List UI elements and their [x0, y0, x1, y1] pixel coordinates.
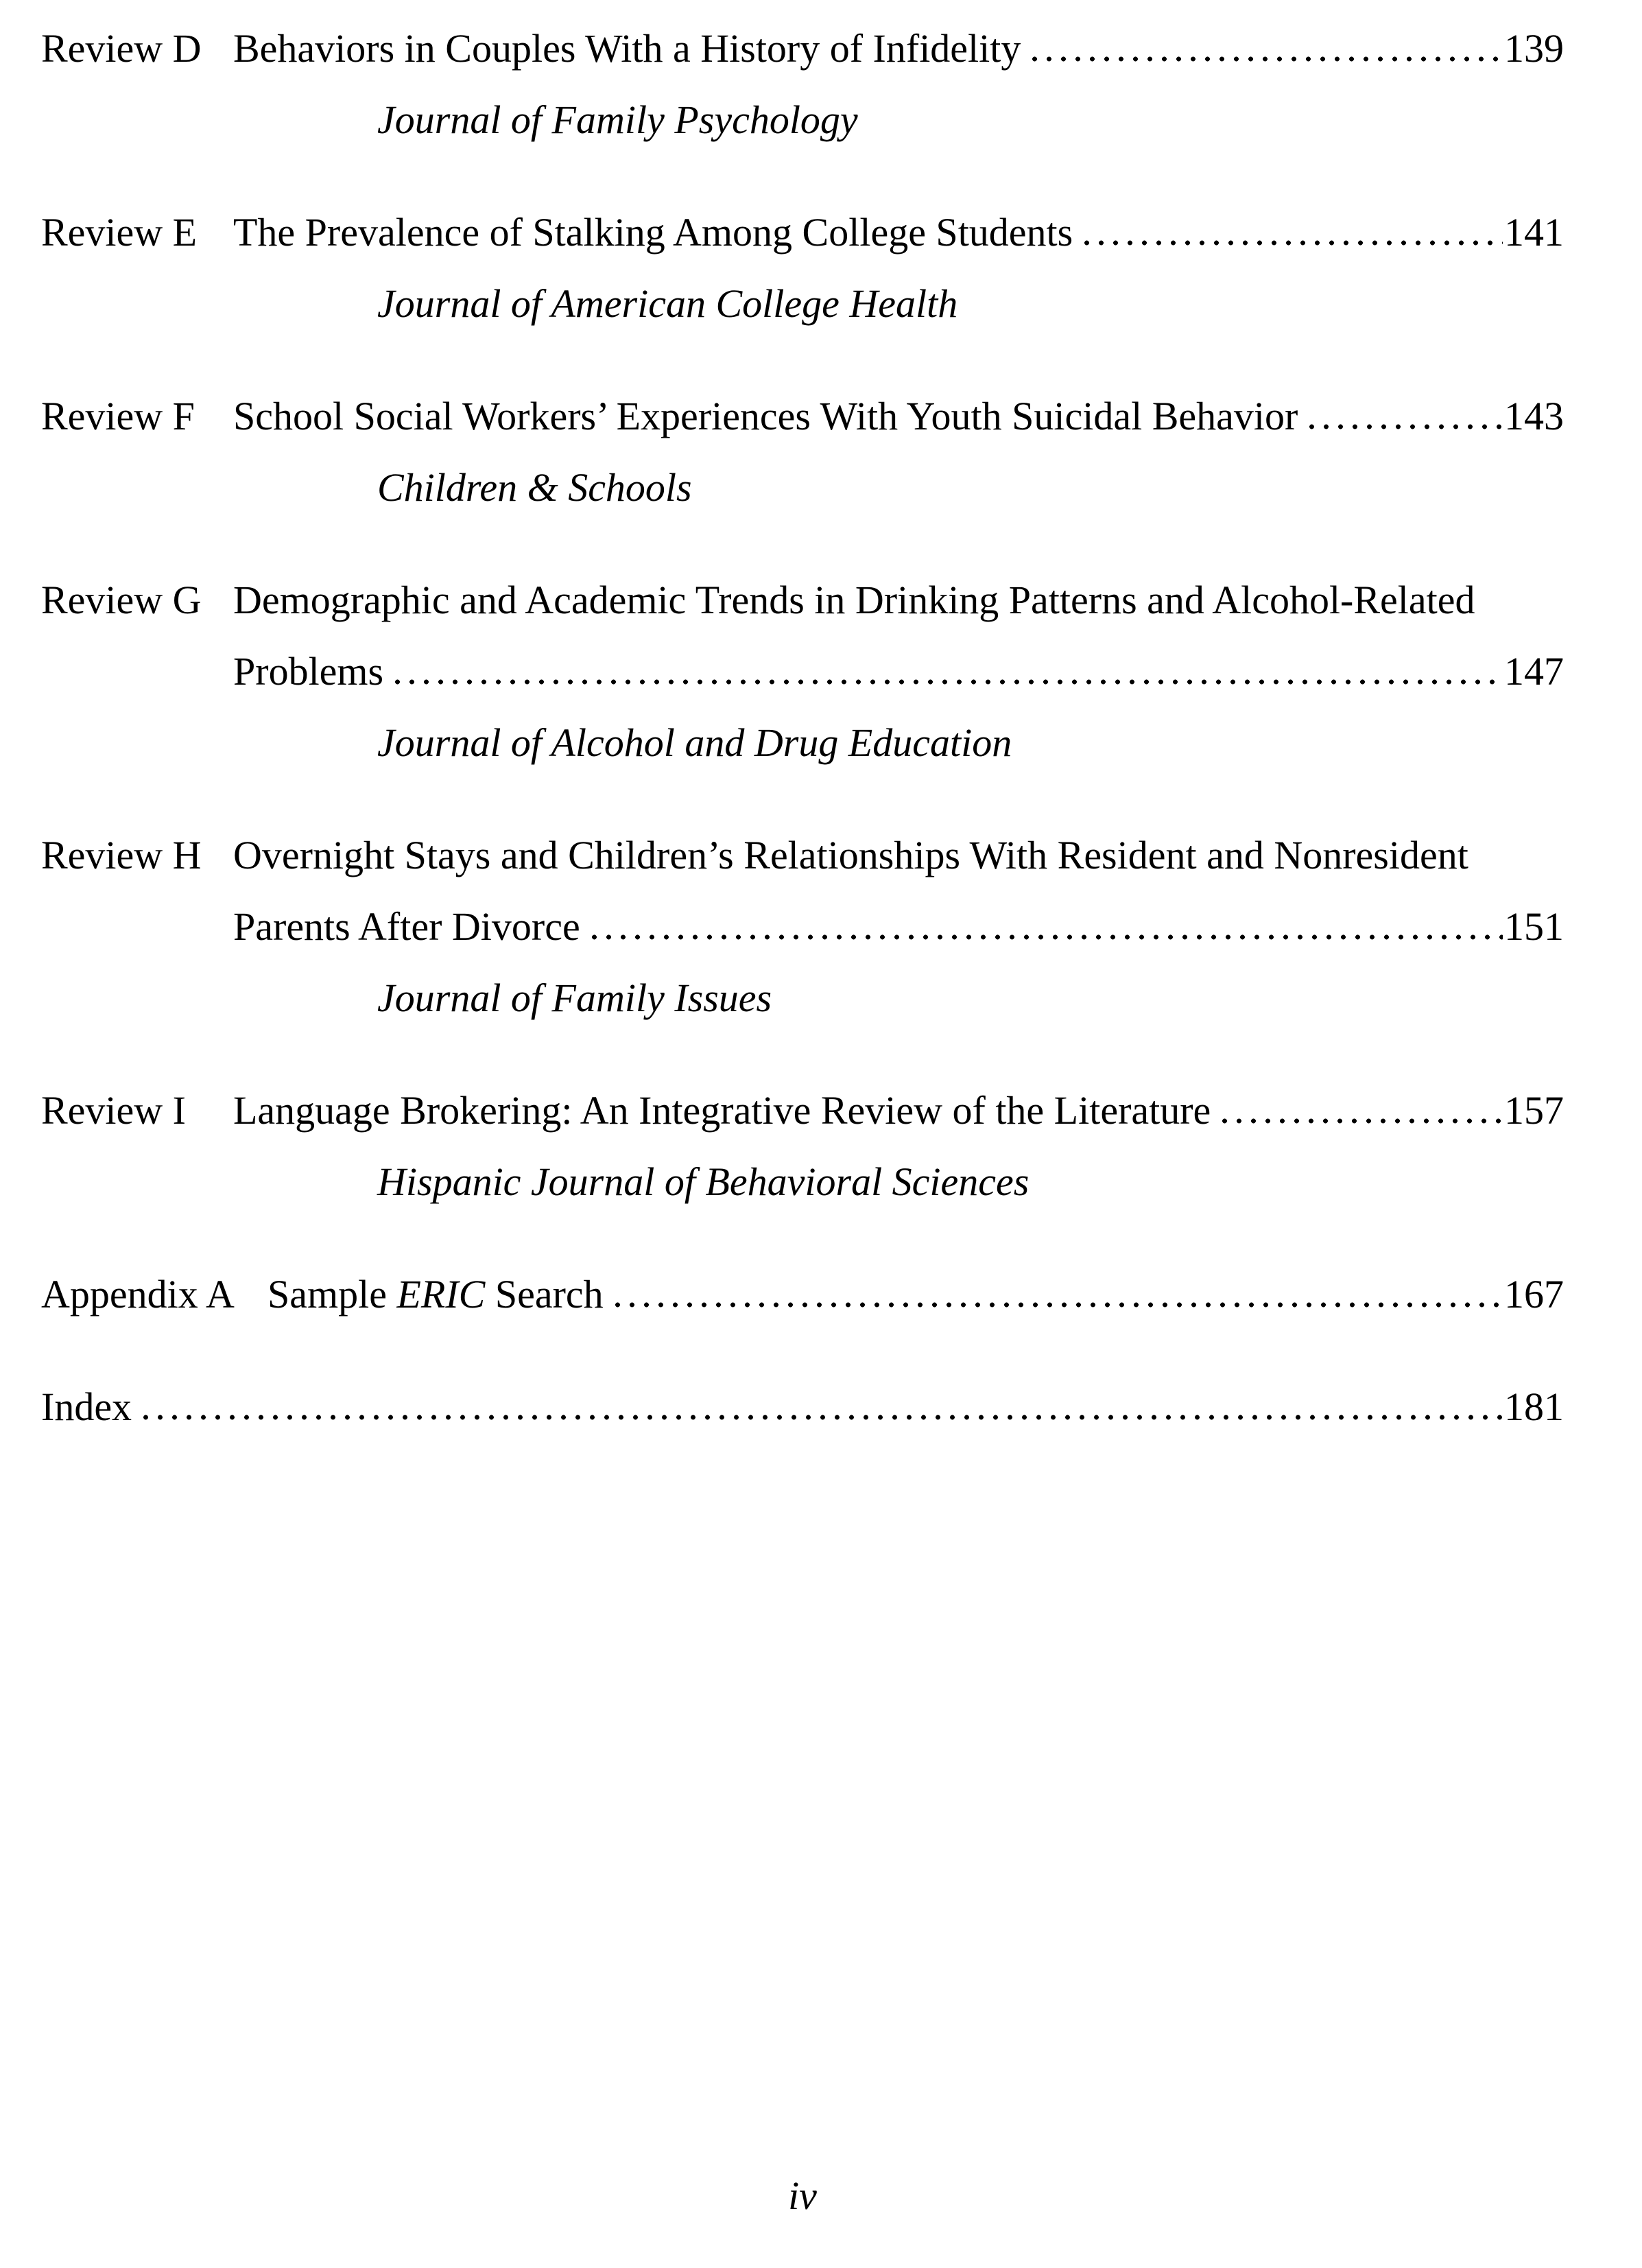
dot-leader	[610, 1259, 1503, 1330]
toc-entry-title: Language Brokering: An Integrative Review of the Literature	[233, 1088, 1211, 1133]
toc-page-number: 143	[1504, 394, 1564, 438]
dot-leader	[587, 891, 1503, 962]
toc-entry-label: Review F	[41, 394, 195, 438]
toc-page-number: 151	[1504, 904, 1564, 949]
toc-entry-label: Appendix A	[41, 1272, 235, 1316]
toc-page-number: 157	[1504, 1088, 1564, 1133]
journal-name: Journal of Family Issues	[377, 976, 772, 1020]
journal-name: Journal of Family Psychology	[377, 97, 858, 142]
toc-page-number: 141	[1504, 210, 1564, 255]
toc-title-line	[233, 636, 1564, 707]
toc-entry	[41, 197, 1564, 340]
toc-page-number: 139	[1504, 26, 1564, 71]
journal-name: Journal of Alcohol and Drug Education	[377, 720, 1012, 765]
toc-entry-title-block	[267, 1259, 1564, 1330]
toc-entry-row	[41, 381, 1564, 452]
toc-entry-label: Review G	[41, 578, 202, 622]
toc-entry	[41, 1371, 1564, 1443]
dot-leader	[1217, 1075, 1503, 1146]
dot-leader	[390, 636, 1503, 707]
toc-entry-label: Review H	[41, 833, 202, 877]
toc-entry-title: School Social Workers’ Experiences With Youth Suicidal Behavior	[233, 394, 1298, 438]
dot-leader	[1027, 13, 1503, 84]
toc-entry-title-block	[233, 197, 1564, 268]
toc-entry-title-block	[233, 13, 1564, 84]
title-segment-italic: ERIC	[396, 1272, 486, 1316]
toc-entry-row	[41, 1259, 1564, 1330]
title-segment: Search	[485, 1272, 604, 1316]
toc-entry-title: Behaviors in Couples With a History of Infidelity	[233, 26, 1021, 71]
toc-entry-title-block	[233, 565, 1564, 707]
toc-title-line	[267, 1259, 1564, 1330]
journal-name: Journal of American College Health	[377, 281, 958, 326]
toc-entry-row	[41, 1075, 1564, 1146]
toc-entry-title-block	[233, 1075, 1564, 1146]
toc-entry-row	[41, 820, 1564, 962]
toc-entry-title-block	[233, 820, 1564, 962]
page-footer-number: iv	[788, 2173, 817, 2218]
toc-entry-label: Review E	[41, 210, 198, 255]
toc-entry-label: Index	[41, 1384, 132, 1429]
toc-entry-row	[41, 1371, 1564, 1443]
dot-leader	[1080, 197, 1503, 268]
dot-leader	[139, 1371, 1503, 1443]
toc-entry-row	[41, 565, 1564, 707]
title-segment: Sample	[267, 1272, 397, 1316]
journal-name: Hispanic Journal of Behavioral Sciences	[377, 1159, 1030, 1204]
toc-entry-title-block	[233, 381, 1564, 452]
toc-entry	[41, 1259, 1564, 1330]
toc-entry	[41, 565, 1564, 779]
toc-entry-title: Problems	[233, 649, 384, 694]
toc-entry-title: Parents After Divorce	[233, 904, 580, 949]
toc-title-line	[233, 197, 1564, 268]
toc-entry-row	[41, 13, 1564, 84]
toc-entry-title: The Prevalence of Stalking Among College Students	[233, 210, 1073, 255]
toc-title-line	[233, 1075, 1564, 1146]
toc-entry	[41, 1075, 1564, 1218]
toc-page-number: 147	[1504, 649, 1564, 694]
toc-title-line	[233, 13, 1564, 84]
toc-entry-label: Review I	[41, 1088, 186, 1133]
toc-entry-row	[41, 197, 1564, 268]
toc-entry	[41, 820, 1564, 1034]
toc-title-line: Overnight Stays and Children’s Relationships With Resident and Nonresident	[233, 833, 1468, 877]
toc-title-line	[233, 381, 1564, 452]
toc-entry	[41, 13, 1564, 156]
toc-page-number: 167	[1504, 1272, 1564, 1316]
journal-name: Children & Schools	[377, 465, 692, 510]
toc-entry	[41, 381, 1564, 523]
toc-title-line: Demographic and Academic Trends in Drinking Patterns and Alcohol-Related	[233, 578, 1475, 622]
toc-entry-label: Review D	[41, 26, 202, 71]
toc-entry-title	[267, 1259, 604, 1330]
toc-title-line	[233, 891, 1564, 962]
dot-leader	[1305, 381, 1503, 452]
toc-page-number: 181	[1504, 1384, 1564, 1429]
